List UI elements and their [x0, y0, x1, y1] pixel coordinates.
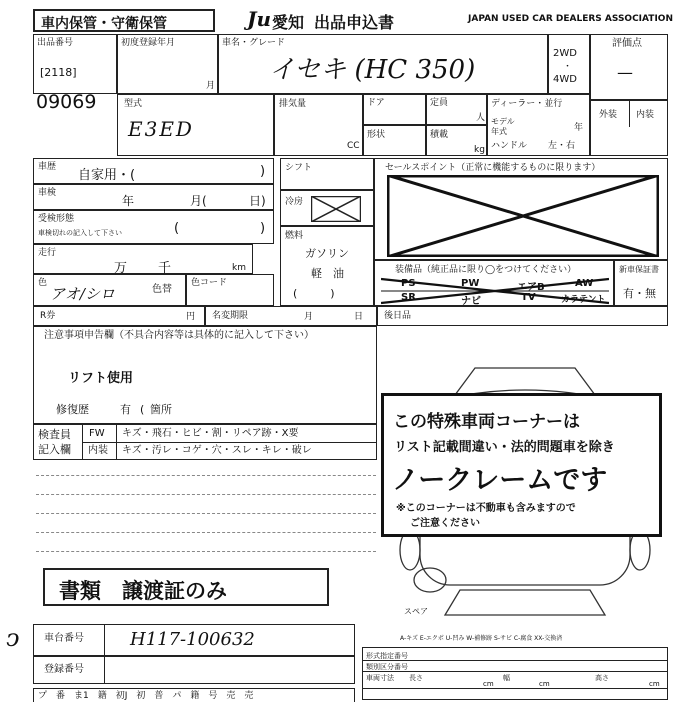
inspector-interior-items: キズ・汚レ・コゲ・穴・スレ・キレ・破レ: [122, 445, 312, 456]
inspection-month: 月(: [190, 194, 207, 208]
recycle-unit: 円: [186, 312, 196, 322]
notice-value: リフト使用: [68, 371, 134, 386]
width-label: 幅: [503, 674, 510, 682]
chassis-divider: [104, 625, 105, 655]
model-name-box: [218, 34, 548, 94]
org-name: 愛知: [272, 13, 305, 32]
spec-number-label: 形式指定番号: [366, 652, 408, 660]
chassis-label: 車台番号: [44, 633, 84, 644]
special-line-5: ご注意ください: [410, 518, 480, 529]
name-change-label: 名変期限: [212, 311, 249, 321]
inspector-label-2: 記入欄: [38, 443, 71, 456]
repair-label: 修復歴: [56, 403, 89, 416]
recycle-box: [33, 306, 205, 326]
chassis-box: [33, 624, 355, 656]
equipment-label: 装備品（純正品に限り◯をつけてください）: [395, 265, 577, 275]
equipment-sr: SR: [401, 292, 416, 303]
inspection-label: 車検: [38, 188, 57, 198]
displacement-box: [274, 94, 363, 156]
equipment-ps: PS: [401, 278, 416, 289]
insurance-value: 有・無: [623, 287, 656, 300]
mileage-box: [33, 244, 253, 274]
shift-label: シフト: [285, 163, 313, 173]
inspection-box: [33, 184, 274, 210]
color-value: アオ/シロ: [50, 285, 115, 303]
color-label: 色: [38, 278, 48, 288]
aircon-label: 冷房: [285, 197, 304, 207]
inspection-year: 年: [122, 194, 135, 208]
insurance-box: [614, 260, 668, 306]
storage-box: [33, 9, 215, 32]
registration-box: [33, 656, 355, 684]
equipment-tv: TV: [521, 292, 536, 303]
aircon-box: [280, 190, 374, 226]
inspector-fw-items: キズ・飛石・ヒビ・割・リペア跡・X要: [122, 428, 299, 439]
dashed-line: [36, 475, 376, 476]
equipment-color-tent: カラテント: [561, 295, 606, 305]
history-label: 車歴: [38, 162, 57, 172]
length-unit: cm: [483, 680, 494, 688]
repair-value: 有: [120, 403, 131, 416]
dashed-line: [36, 494, 376, 495]
notice-label: 注意事項申告欄（不具合内容等は具体的に記入して下さい）: [44, 330, 314, 341]
insurance-label: 新車保証書: [619, 265, 659, 274]
fuel-gas: ガソリン: [305, 247, 349, 260]
rating-value: —: [617, 63, 633, 82]
width-unit: cm: [539, 680, 550, 688]
handwritten-mark: ↄ: [6, 624, 20, 652]
inspector-box: [33, 424, 377, 460]
capacity-label: 定員: [430, 98, 449, 108]
rear-goods-label: 後日品: [384, 311, 412, 321]
lot-number: 09069: [36, 91, 97, 113]
registration-divider: [104, 657, 105, 683]
load-box: [426, 125, 487, 156]
name-change-month: 月: [304, 312, 314, 322]
model-year-unit: 年: [574, 123, 584, 133]
height-unit: cm: [649, 680, 660, 688]
acceptance-paren: (: [174, 221, 180, 236]
dealer-box: [487, 94, 590, 156]
association-name: JAPAN USED CAR DEALERS ASSOCIATION: [468, 14, 673, 24]
special-line-3: ノークレームです: [392, 465, 608, 496]
acceptance-close: ): [260, 221, 266, 236]
footer-divider-2: [363, 671, 667, 672]
rating-label: 評価点: [612, 38, 642, 49]
rating-interior: 内装: [636, 110, 655, 120]
spare-label: スペア: [404, 607, 428, 616]
first-reg-box: [117, 34, 218, 94]
mileage-sen: 千: [158, 261, 172, 276]
recycle-label: R券: [40, 311, 56, 321]
model-year-label: モデル 年式: [491, 117, 515, 136]
documents-value: 書類 譲渡証のみ: [59, 579, 227, 603]
repair-paren: (: [140, 403, 145, 416]
load-unit: kg: [474, 145, 485, 155]
drive-box: [548, 34, 590, 94]
handle-options: 左・右: [548, 141, 576, 151]
color-change: 色替: [152, 284, 172, 295]
documents-box: [43, 568, 329, 606]
dashed-line: [36, 551, 376, 552]
doors-box: [363, 94, 426, 125]
height-label: 高さ: [595, 674, 609, 682]
repair-place: 箇所: [150, 403, 172, 416]
history-box: [33, 158, 274, 184]
special-notice-box: [381, 393, 662, 537]
fuel-light-oil: 軽 油: [311, 267, 344, 280]
type-class-label: 類別区分番号: [366, 663, 408, 671]
rating-exterior: 外装: [599, 110, 618, 120]
equipment-pw: PW: [461, 278, 480, 289]
lot-sub: [2118]: [40, 66, 77, 79]
length-label: 長さ: [409, 674, 423, 682]
model-name-label: 車名・グレード: [222, 38, 286, 48]
drive-4wd: 4WD: [553, 74, 577, 85]
inspection-day: 日): [249, 194, 266, 208]
damage-legend: A-キズ E-エクボ U-凹み W-補修跡 S-サビ C-腐食 XX-交換済: [400, 635, 563, 642]
inspector-label-1: 検査員: [38, 428, 71, 441]
sales-point-crossed-box: [387, 175, 659, 257]
dashed-line: [36, 513, 376, 514]
chassis-value: H117-100632: [130, 629, 255, 650]
inspector-row-divider: [82, 442, 376, 443]
mileage-man: 万: [114, 261, 128, 276]
sales-point-box: [374, 158, 668, 260]
spec-number-box: [362, 647, 668, 700]
mileage-unit: km: [232, 263, 246, 273]
drive-dot: ・: [563, 62, 573, 72]
bottom-row-text: プ 番 ま1 籍 初J 初 普 パ 籍 号 売 売: [38, 691, 254, 701]
inspector-interior: 内装: [88, 445, 108, 456]
acceptance-label: 受検形態: [38, 214, 75, 224]
acceptance-note: 車検切れの記入して下さい: [38, 229, 122, 237]
acceptance-box: [33, 210, 274, 244]
history-close: ): [260, 164, 266, 179]
capacity-box: [426, 94, 487, 125]
rear-goods-box: [377, 306, 668, 326]
equipment-navi: ナビ: [461, 296, 481, 307]
dealer-label: ディーラー・並行: [491, 99, 563, 109]
load-label: 積載: [430, 130, 449, 140]
shift-box: [280, 158, 374, 190]
notice-box: [33, 326, 377, 424]
sales-point-label: セールスポイント（正常に機能するものに限ります）: [385, 163, 601, 173]
displacement-unit: CC: [347, 141, 360, 151]
ju-logo: Ju: [247, 7, 272, 31]
first-reg-label: 初度登録年月: [121, 38, 176, 48]
capacity-unit: 人: [476, 113, 486, 123]
footer-divider-1: [363, 660, 667, 661]
model-name-value: イセキ (HC 350): [269, 55, 476, 85]
equipment-box: [374, 260, 614, 306]
first-reg-unit: 月: [206, 81, 216, 91]
dashed-line: [36, 532, 376, 533]
drive-2wd: 2WD: [553, 48, 577, 59]
registration-label: 登録番号: [44, 664, 84, 675]
lot-box: [33, 34, 117, 113]
aircon-crossed-box: [311, 196, 361, 222]
mileage-label: 走行: [38, 248, 57, 258]
color-code-label: 色コード: [191, 278, 228, 288]
shape-label: 形状: [367, 130, 386, 140]
equipment-airbag: エアB: [517, 282, 545, 293]
type-label: 型式: [124, 99, 143, 109]
rating-box: [590, 34, 668, 100]
fuel-paren: ( ): [293, 287, 335, 300]
fuel-label: 燃料: [285, 231, 304, 241]
rating-divider: [629, 101, 630, 127]
doors-label: ドア: [367, 98, 385, 108]
lot-label: 出品番号: [37, 38, 74, 48]
name-change-day: 日: [354, 312, 364, 322]
equipment-aw: AW: [575, 278, 594, 289]
displacement-label: 排気量: [279, 99, 307, 109]
fuel-box: [280, 226, 374, 306]
special-line-4: ※このコーナーは不動車も含みますので: [396, 503, 576, 514]
type-value: E3ED: [128, 117, 194, 141]
shape-box: [363, 125, 426, 156]
special-line-1: この特殊車両コーナーは: [393, 412, 580, 432]
name-change-box: [205, 306, 377, 326]
rating-detail-box: [590, 100, 668, 156]
storage-label: 車内保管・守衛保管: [41, 16, 167, 32]
handle-label: ハンドル: [491, 141, 528, 151]
form-title: 出品申込書: [314, 13, 395, 32]
footer-divider-3: [363, 688, 667, 689]
special-line-2: リスト記載間違い・法的問題車を除き: [394, 440, 615, 455]
inspector-fw: FW: [89, 428, 105, 439]
type-box: [117, 94, 274, 156]
color-box: [33, 274, 186, 306]
vehicle-size-label: 車両寸法: [366, 674, 394, 682]
color-code-box: [186, 274, 274, 306]
history-value: 自家用・(: [78, 168, 136, 183]
